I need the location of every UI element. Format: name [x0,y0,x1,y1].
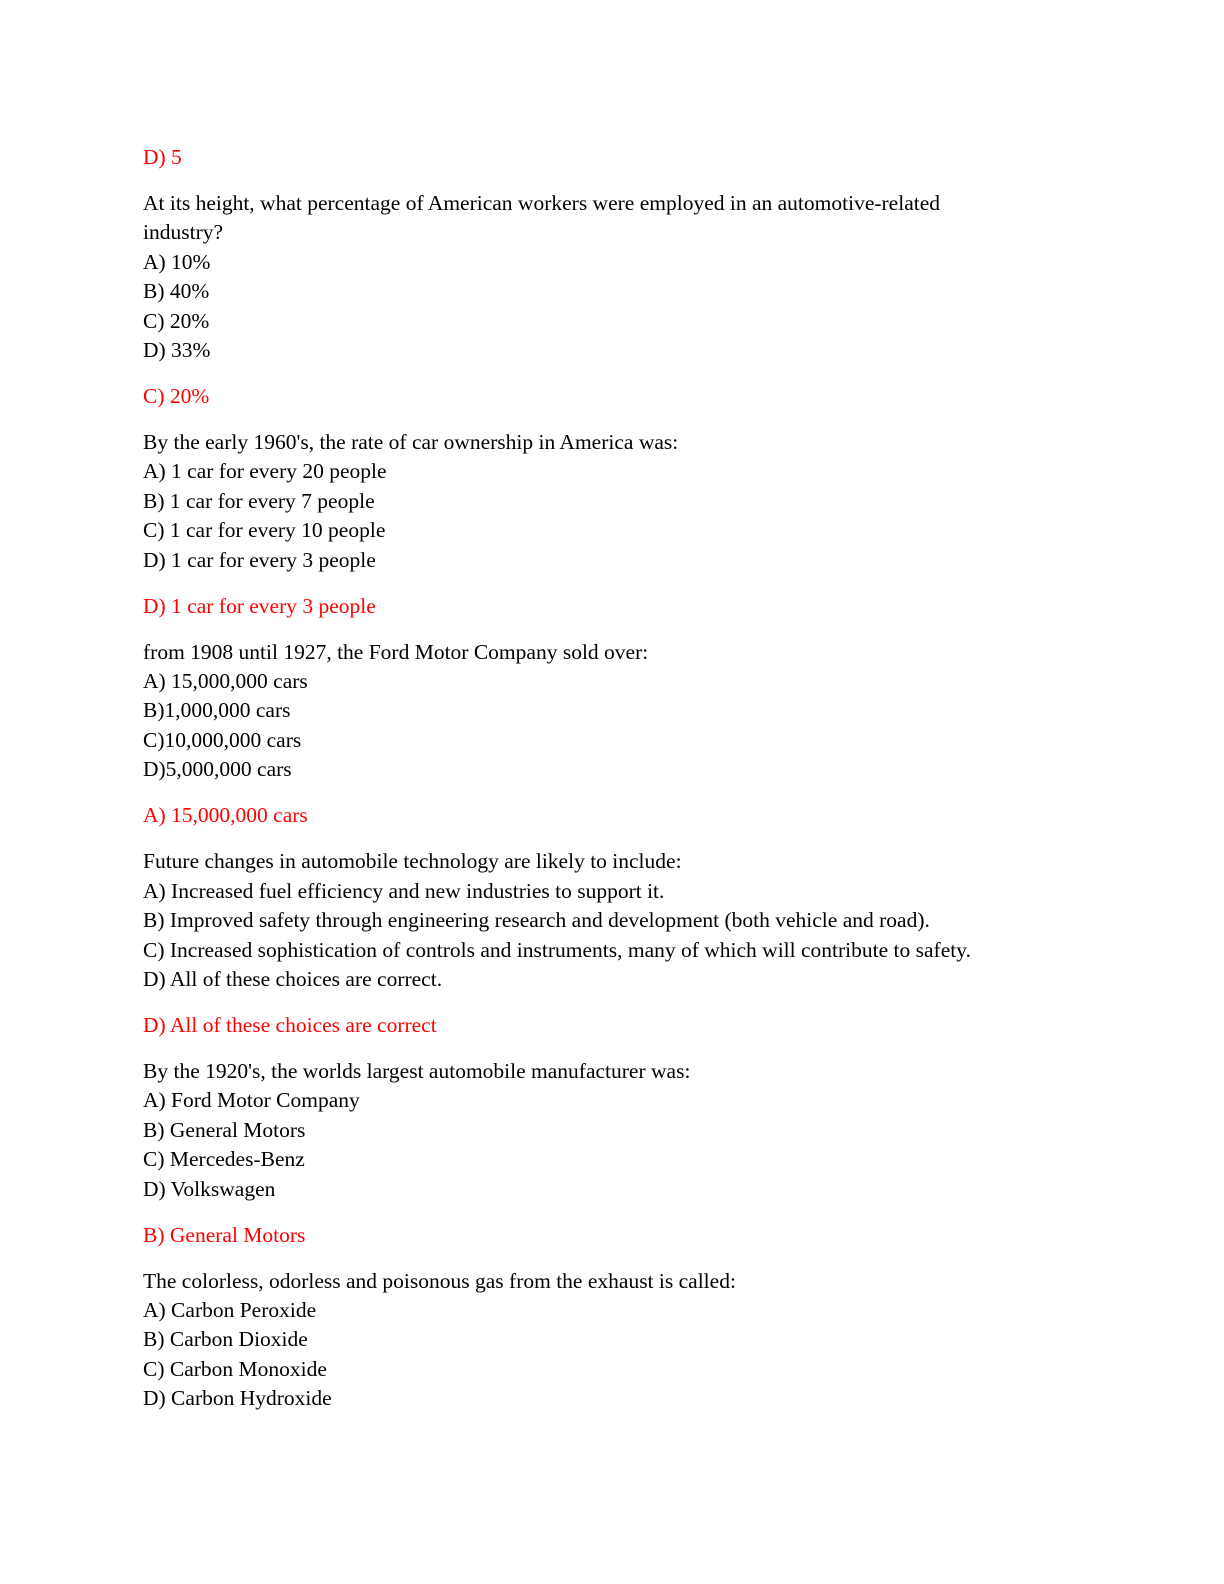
option-a: A) 15,000,000 cars [143,669,308,694]
spacer [143,621,1143,638]
spacer [143,994,1143,1011]
option-d: D) 33% [143,338,211,363]
option-b: B) General Motors [143,1117,306,1142]
option-d: D) Carbon Hydroxide [143,1386,332,1411]
spacer [143,575,1143,592]
answer-line: D) 5 [143,145,182,169]
option-b: B) Improved safety through engineering research and development (both vehicle and road). [143,908,930,933]
answer-line: D) 1 car for every 3 people [143,593,376,618]
question-text: At its height, what percentage of American workers were employed in an automotive-related [143,191,941,215]
option-a: A) 1 car for every 20 people [143,459,387,484]
option-a: A) Ford Motor Company [143,1088,360,1113]
option-a: A) Increased fuel efficiency and new industries to support it. [143,878,665,903]
question-block [143,189,1143,365]
question-text: Future changes in automobile technology are likely to include: [143,849,682,874]
question-block [143,847,1143,994]
spacer [143,172,1143,189]
spacer [143,1250,1143,1267]
option-b: B) 1 car for every 7 people [143,488,375,513]
question-text: By the early 1960's, the rate of car ownership in America was: [143,430,679,455]
answer-line: B) General Motors [143,1222,306,1247]
spacer [143,1040,1143,1057]
spacer [143,831,1143,848]
option-b: B) Carbon Dioxide [143,1327,308,1352]
option-a: A) Carbon Peroxide [143,1297,317,1322]
spacer [143,785,1143,802]
question-text: By the 1920's, the worlds largest automobile manufacturer was: [143,1058,691,1083]
question-text: The colorless, odorless and poisonous gas from the exhaust is called: [143,1268,736,1293]
question-block [143,638,1143,785]
option-a: A) 10% [143,249,211,274]
question-block [143,428,1143,575]
option-c: C) Increased sophistication of controls and instruments, many of which will contribute to safety. [143,937,971,962]
answer-line: C) 20% [143,384,210,409]
spacer [143,1204,1143,1221]
spacer [143,411,1143,428]
answer-line: D) All of these choices are correct [143,1012,437,1037]
option-d: D) All of these choices are correct. [143,966,443,991]
spacer [143,365,1143,382]
option-c: C)10,000,000 cars [143,727,302,752]
option-d: D)5,000,000 cars [143,757,292,782]
option-d: D) 1 car for every 3 people [143,547,376,572]
question-text: from 1908 until 1927, the Ford Motor Company sold over: [143,639,649,664]
question-block [143,1267,1143,1414]
question-block [143,1057,1143,1204]
option-c: C) Carbon Monoxide [143,1356,327,1381]
question-text-continued: industry? [143,220,224,245]
option-c: C) Mercedes-Benz [143,1147,305,1172]
quiz-content [143,143,1143,1414]
option-b: B)1,000,000 cars [143,698,291,723]
option-c: C) 1 car for every 10 people [143,518,386,543]
option-c: C) 20% [143,308,210,333]
option-b: B) 40% [143,279,210,304]
option-d: D) Volkswagen [143,1176,276,1201]
answer-line: A) 15,000,000 cars [143,803,308,828]
